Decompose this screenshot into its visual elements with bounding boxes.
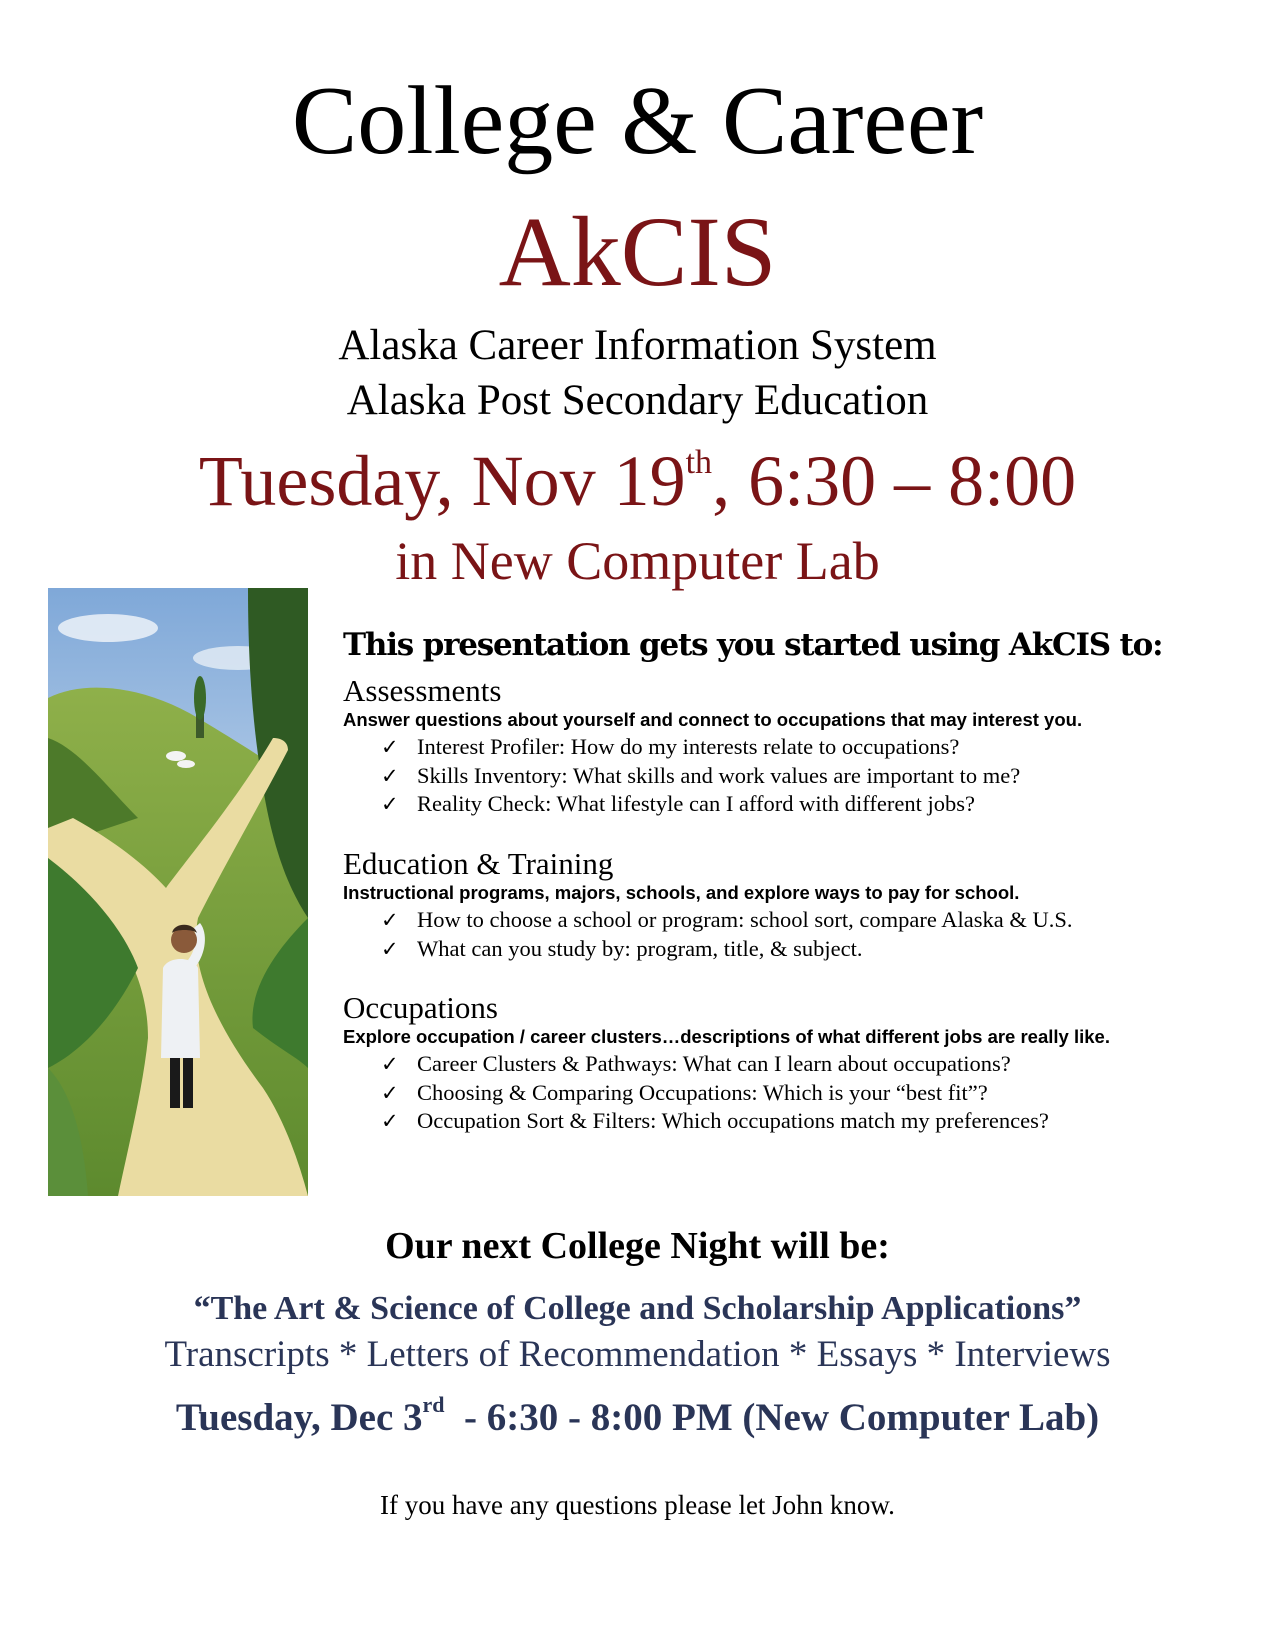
list-item [381,1107,1243,1136]
checkmark-icon: ✓ [381,735,399,760]
system-name-line-1: Alaska Career Information System [338,322,937,369]
page-title: College & Career [291,67,984,175]
item-list [343,1050,1243,1136]
section-title: Occupations [343,990,498,1026]
list-item [381,906,1243,935]
event-location: in New Computer Lab [395,531,880,591]
list-item [381,733,1243,762]
list-item-text: Occupation Sort & Filters: Which occupations match my preferences? [417,1108,1049,1134]
section-occupations [343,991,1243,1136]
item-list [343,906,1243,963]
section-description: Instructional programs, majors, schools, and explore ways to pay for school. [343,881,1020,903]
list-item-text: Career Clusters & Pathways: What can I learn about occupations? [417,1051,1011,1077]
section-title: Assessments [343,673,502,709]
list-item-text: How to choose a school or program: school sort, compare Alaska & U.S. [417,907,1073,933]
section-description: Explore occupation / career clusters…descriptions of what different jobs are really like. [343,1026,1110,1048]
checkmark-icon: ✓ [381,936,399,961]
list-item-text: What can you study by: program, title, & subject. [417,935,863,961]
crossroads-illustration [48,588,308,1196]
item-list [343,733,1243,819]
list-item-text: Choosing & Comparing Occupations: Which is your “best fit”? [417,1079,988,1105]
page-subtitle: AkCIS [498,196,777,307]
contact-note: If you have any questions please let John know. [380,1490,895,1520]
next-event-topics: Transcripts * Letters of Recommendation * Essays * Interviews [164,1334,1111,1375]
event-date-suffix: th [685,444,713,481]
section-assessments [343,674,1243,819]
event-date-day: Tuesday, Nov 19 [198,441,686,521]
list-item [381,790,1243,819]
next-event-heading: Our next College Night will be: [385,1225,890,1267]
next-event-date-day: Tuesday, Dec 3 [175,1396,423,1439]
list-item-text: Reality Check: What lifestyle can I afford with different jobs? [417,791,975,817]
section-description: Answer questions about yourself and connect to occupations that may interest you. [343,709,1083,731]
list-item [381,762,1243,791]
list-item [381,1050,1243,1079]
section-title: Education & Training [343,845,614,881]
event-date [0,442,1275,521]
checkmark-icon: ✓ [381,1080,399,1105]
next-event-title: “The Art & Science of College and Scholarship Applications” [193,1290,1082,1327]
system-name-line-2: Alaska Post Secondary Education [346,377,929,424]
presentation-intro: This presentation gets you started using AkCIS to: [343,627,1163,663]
checkmark-icon: ✓ [381,792,399,817]
list-item [381,1079,1243,1108]
checkmark-icon: ✓ [381,1109,399,1134]
presentation-content [343,628,1243,1164]
list-item [381,935,1243,964]
next-event-date-suffix: rd [422,1392,445,1417]
section-education-training [343,847,1243,963]
checkmark-icon: ✓ [381,763,399,788]
crossroads-painting [48,588,308,1196]
list-item-text: Skills Inventory: What skills and work values are important to me? [417,762,1021,788]
list-item-text: Interest Profiler: How do my interests relate to occupations? [417,734,960,760]
event-date-time: , 6:30 – 8:00 [712,441,1077,521]
next-event-date-rest: - 6:30 - 8:00 PM (New Computer Lab) [444,1396,1100,1439]
next-event-date [0,1392,1275,1440]
checkmark-icon: ✓ [381,908,399,933]
checkmark-icon: ✓ [381,1052,399,1077]
